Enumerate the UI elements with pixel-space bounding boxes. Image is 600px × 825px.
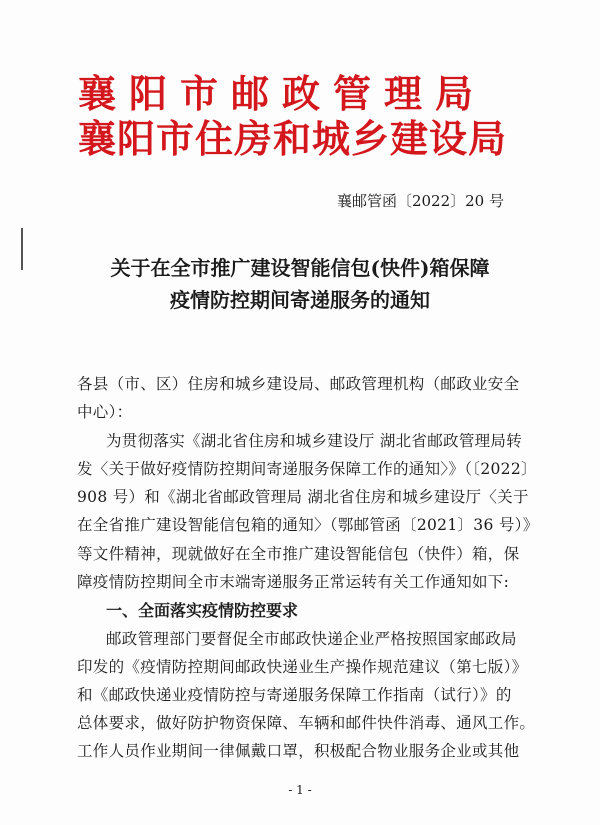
paragraph-2-line-3: 和《邮政快递业疫情防控与寄递服务保障工作指南（试行）》的: [77, 686, 512, 704]
paragraph-2-line-1: 邮政管理部门要督促全市邮政快递企业严格按照国家邮政局: [106, 630, 517, 648]
document-title-line-2: 疫情防控期间寄递服务的通知: [170, 288, 430, 312]
paragraph-2-line-4: 总体要求，做好防护物资保障、车辆和邮件快件消毒、通风工作。: [77, 714, 536, 732]
document-number: 襄邮管函〔2022〕20 号: [336, 192, 504, 210]
paragraph-2-line-2: 印发的《疫情防控期间邮政快递业生产操作规范建议（第七版）》: [77, 658, 528, 676]
paragraph-1-line-6: 障疫情防控期间全市末端寄递服务正常运转有关工作通知如下:: [77, 573, 510, 591]
paragraph-1-line-5: 等文件精神，现就做好在全市推广建设智能信包（快件）箱，保: [77, 545, 520, 563]
addressee-line-2: 中心）：: [77, 403, 133, 421]
paragraph-1-line-2: 发〈关于做好疫情防控期间寄递服务保障工作的通知〉》（〔2022〕: [77, 460, 537, 478]
page-number: - 1 -: [288, 783, 312, 797]
paragraph-1-line-1: 为贯彻落实《湖北省住房和城乡建设厅 湖北省邮政管理局转: [106, 432, 523, 450]
issuer-name-postal-bureau: 襄阳市邮政管理局: [78, 71, 487, 116]
paragraph-1-line-3: 908 号）和《湖北省邮政管理局 湖北省住房和城乡建设厅〈关于: [77, 488, 529, 506]
document-title-line-1: 关于在全市推广建设智能信包(快件)箱保障: [110, 256, 490, 280]
addressee-line-1: 各县（市、区）住房和城乡建设局、邮政管理机构（邮政业安全: [77, 375, 520, 393]
paragraph-2-line-5: 工作人员作业期间一律佩戴口罩，积极配合物业服务企业或其他: [77, 742, 520, 760]
issuer-name-housing-bureau: 襄阳市住房和城乡建设局: [78, 116, 508, 161]
section-heading-1: 一、全面落实疫情防控要求: [106, 601, 299, 620]
paragraph-1-line-4: 在全省推广建设智能信包箱的通知〉（鄂邮管函〔2021〕36 号）》: [77, 516, 539, 534]
